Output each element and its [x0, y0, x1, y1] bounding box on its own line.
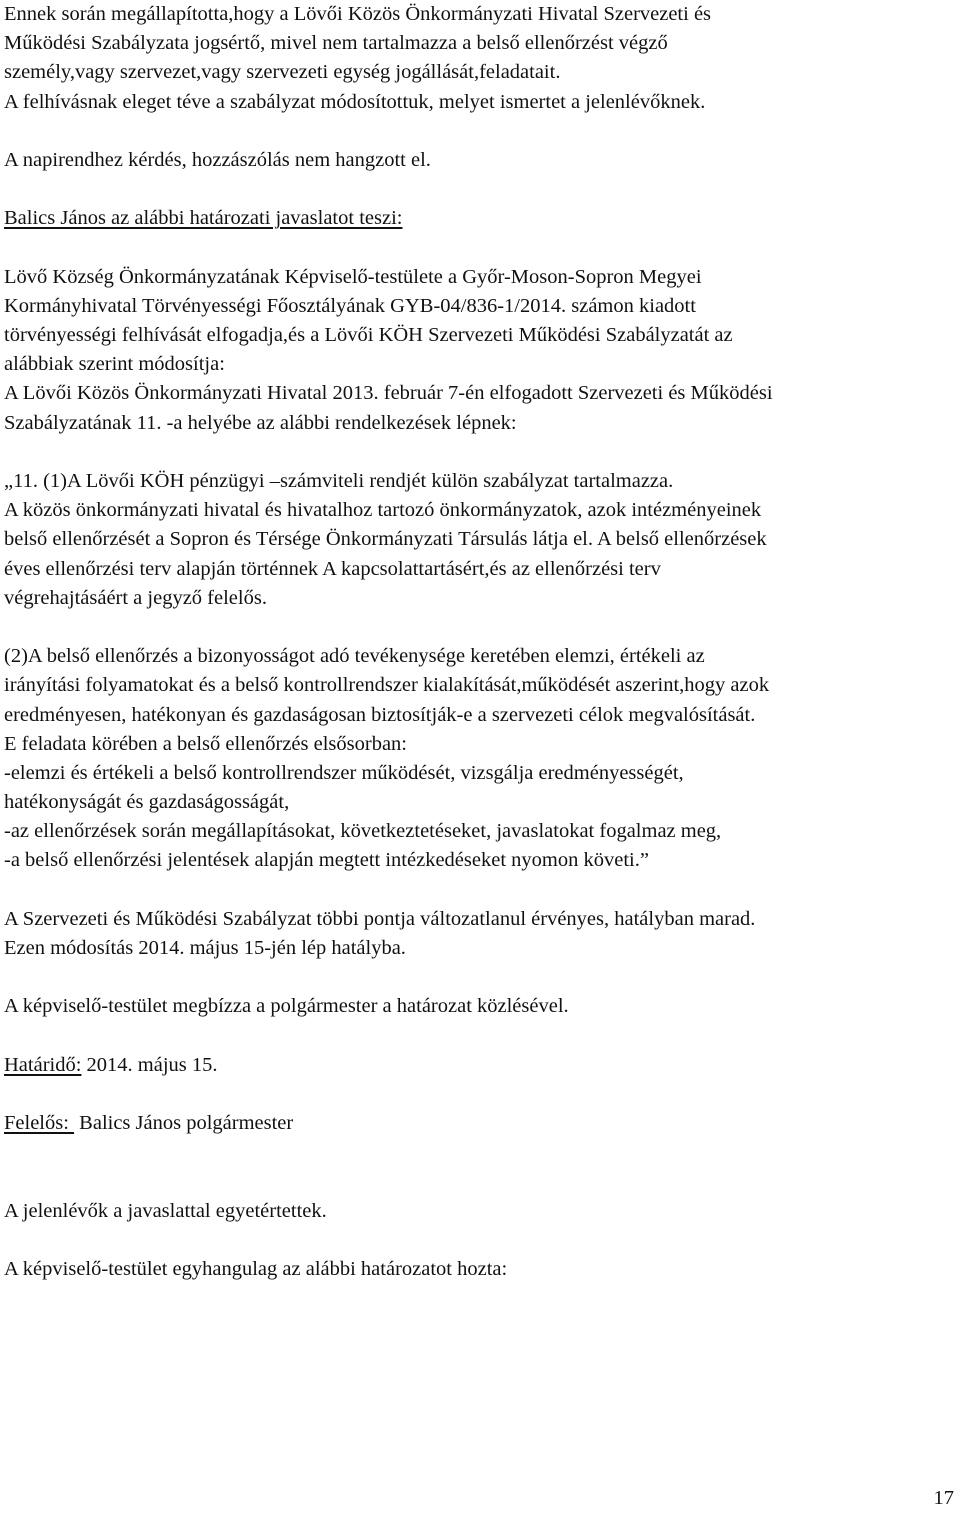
section-11-paragraph-1: [4, 467, 956, 613]
spacer: [4, 1138, 956, 1167]
adoption-line: A képviselő-testület egyhangulag az alábbi határozatot hozta:: [4, 1258, 508, 1281]
text-line: belső ellenőrzését a Sopron és Térsége Önkormányzati Társulás látja el. A belső ellenőrzések: [4, 528, 767, 551]
text-line: -a belső ellenőrzési jelentések alapján megtett intézkedéseket nyomon követi.”: [4, 849, 649, 872]
responsible-value: Balics János polgármester: [74, 1112, 294, 1135]
text-line: Ennek során megállapította,hogy a Lövői Közös Önkormányzati Hivatal Szervezeti és: [4, 3, 712, 25]
agreement-line: A jelenlévők a javaslattal egyetértettek.: [4, 1199, 327, 1222]
page-number: 17: [933, 1487, 954, 1509]
responsible-line: [4, 1109, 956, 1138]
proposal-heading-text: Balics János az alábbi határozati javaslatot teszi:: [4, 207, 403, 230]
text-line: törvényességi felhívását elfogadja,és a Lövői KÖH Szervezeti Működési Szabályzatát az: [4, 324, 733, 347]
mandate-line: A képviselő-testület megbízza a polgármester a határozat közlésével.: [4, 995, 569, 1018]
no-questions-line: A napirendhez kérdés, hozzászólás nem hangzott el.: [4, 148, 431, 171]
text-line: Működési Szabályzata jogsértő, mivel nem tartalmazza a belső ellenőrzést végző: [4, 32, 668, 55]
deadline-value: 2014. május 15.: [81, 1053, 218, 1076]
text-line: -elemzi és értékeli a belső kontrollrendszer működését, vizsgálja eredményességét,: [4, 761, 684, 784]
text-line: alábbiak szerint módosítja:: [4, 353, 225, 376]
validity-paragraph: [4, 905, 956, 963]
text-line: A felhívásnak eleget téve a szabályzat módosítottuk, melyet ismertet a jelenlévőknek.: [4, 90, 706, 113]
text-line: irányítási folyamatokat és a belső kontrollrendszer kialakítását,működését aszerint,hogy azok: [4, 674, 770, 697]
responsible-label: Felelős:: [4, 1112, 75, 1135]
proposal-heading: [4, 204, 956, 233]
intro-paragraph: [4, 0, 956, 117]
text-line: E feladata körében a belső ellenőrzés elsősorban:: [4, 732, 407, 755]
text-line: éves ellenőrzési terv alapján történnek A kapcsolattartásért,és az ellenőrzési terv: [4, 557, 661, 580]
spacer: [4, 438, 956, 467]
deadline-label: Határidő:: [4, 1053, 82, 1076]
document-page: [4, 0, 956, 1284]
section-11-paragraph-2: [4, 642, 956, 876]
text-line: hatékonyságát és gazdaságosságát,: [4, 791, 290, 814]
spacer: [4, 234, 956, 263]
text-line: A Szervezeti és Működési Szabályzat többi pontja változatlanul érvényes, hatályban marad.: [4, 907, 756, 930]
spacer: [4, 117, 956, 146]
text-line: A közös önkormányzati hivatal és hivatalhoz tartozó önkormányzatok, azok intézményeinek: [4, 499, 762, 522]
text-line: A Lövői Közös Önkormányzati Hivatal 2013. február 7-én elfogadott Szervezeti és Működési: [4, 382, 773, 405]
text-line: eredményesen, hatékonyan és gazdaságosan biztosítják-e a szervezeti célok megvalósítását.: [4, 703, 756, 726]
spacer: [4, 1226, 956, 1255]
spacer: [4, 613, 956, 642]
spacer: [4, 175, 956, 204]
text-line: személy,vagy szervezet,vagy szervezeti egység jogállását,feladatait.: [4, 61, 561, 84]
text-line: (2)A belső ellenőrzés a bizonyosságot adó tevékenysége keretében elemzi, értékeli az: [4, 645, 705, 668]
text-line: -az ellenőrzések során megállapításokat, következtetéseket, javaslatokat fogalmaz meg,: [4, 820, 722, 843]
spacer: [4, 1080, 956, 1109]
text-line: „11. (1)A Lövői KÖH pénzügyi –számviteli rendjét külön szabályzat tartalmazza.: [4, 470, 674, 492]
text-line: Szabályzatának 11. -a helyébe az alábbi rendelkezések lépnek:: [4, 411, 517, 434]
resolution-paragraph: [4, 263, 956, 438]
spacer: [4, 876, 956, 905]
deadline-line: [4, 1051, 956, 1080]
spacer: [4, 963, 956, 992]
spacer: [4, 1168, 956, 1197]
spacer: [4, 1022, 956, 1051]
text-line: Ezen módosítás 2014. május 15-jén lép hatályba.: [4, 937, 406, 959]
text-line: Lövő Község Önkormányzatának Képviselő-testülete a Győr-Moson-Sopron Megyei: [4, 265, 702, 288]
text-line: végrehajtásáért a jegyző felelős.: [4, 586, 267, 609]
text-line: Kormányhivatal Törvényességi Főosztályának GYB-04/836-1/2014. számon kiadott: [4, 294, 696, 317]
